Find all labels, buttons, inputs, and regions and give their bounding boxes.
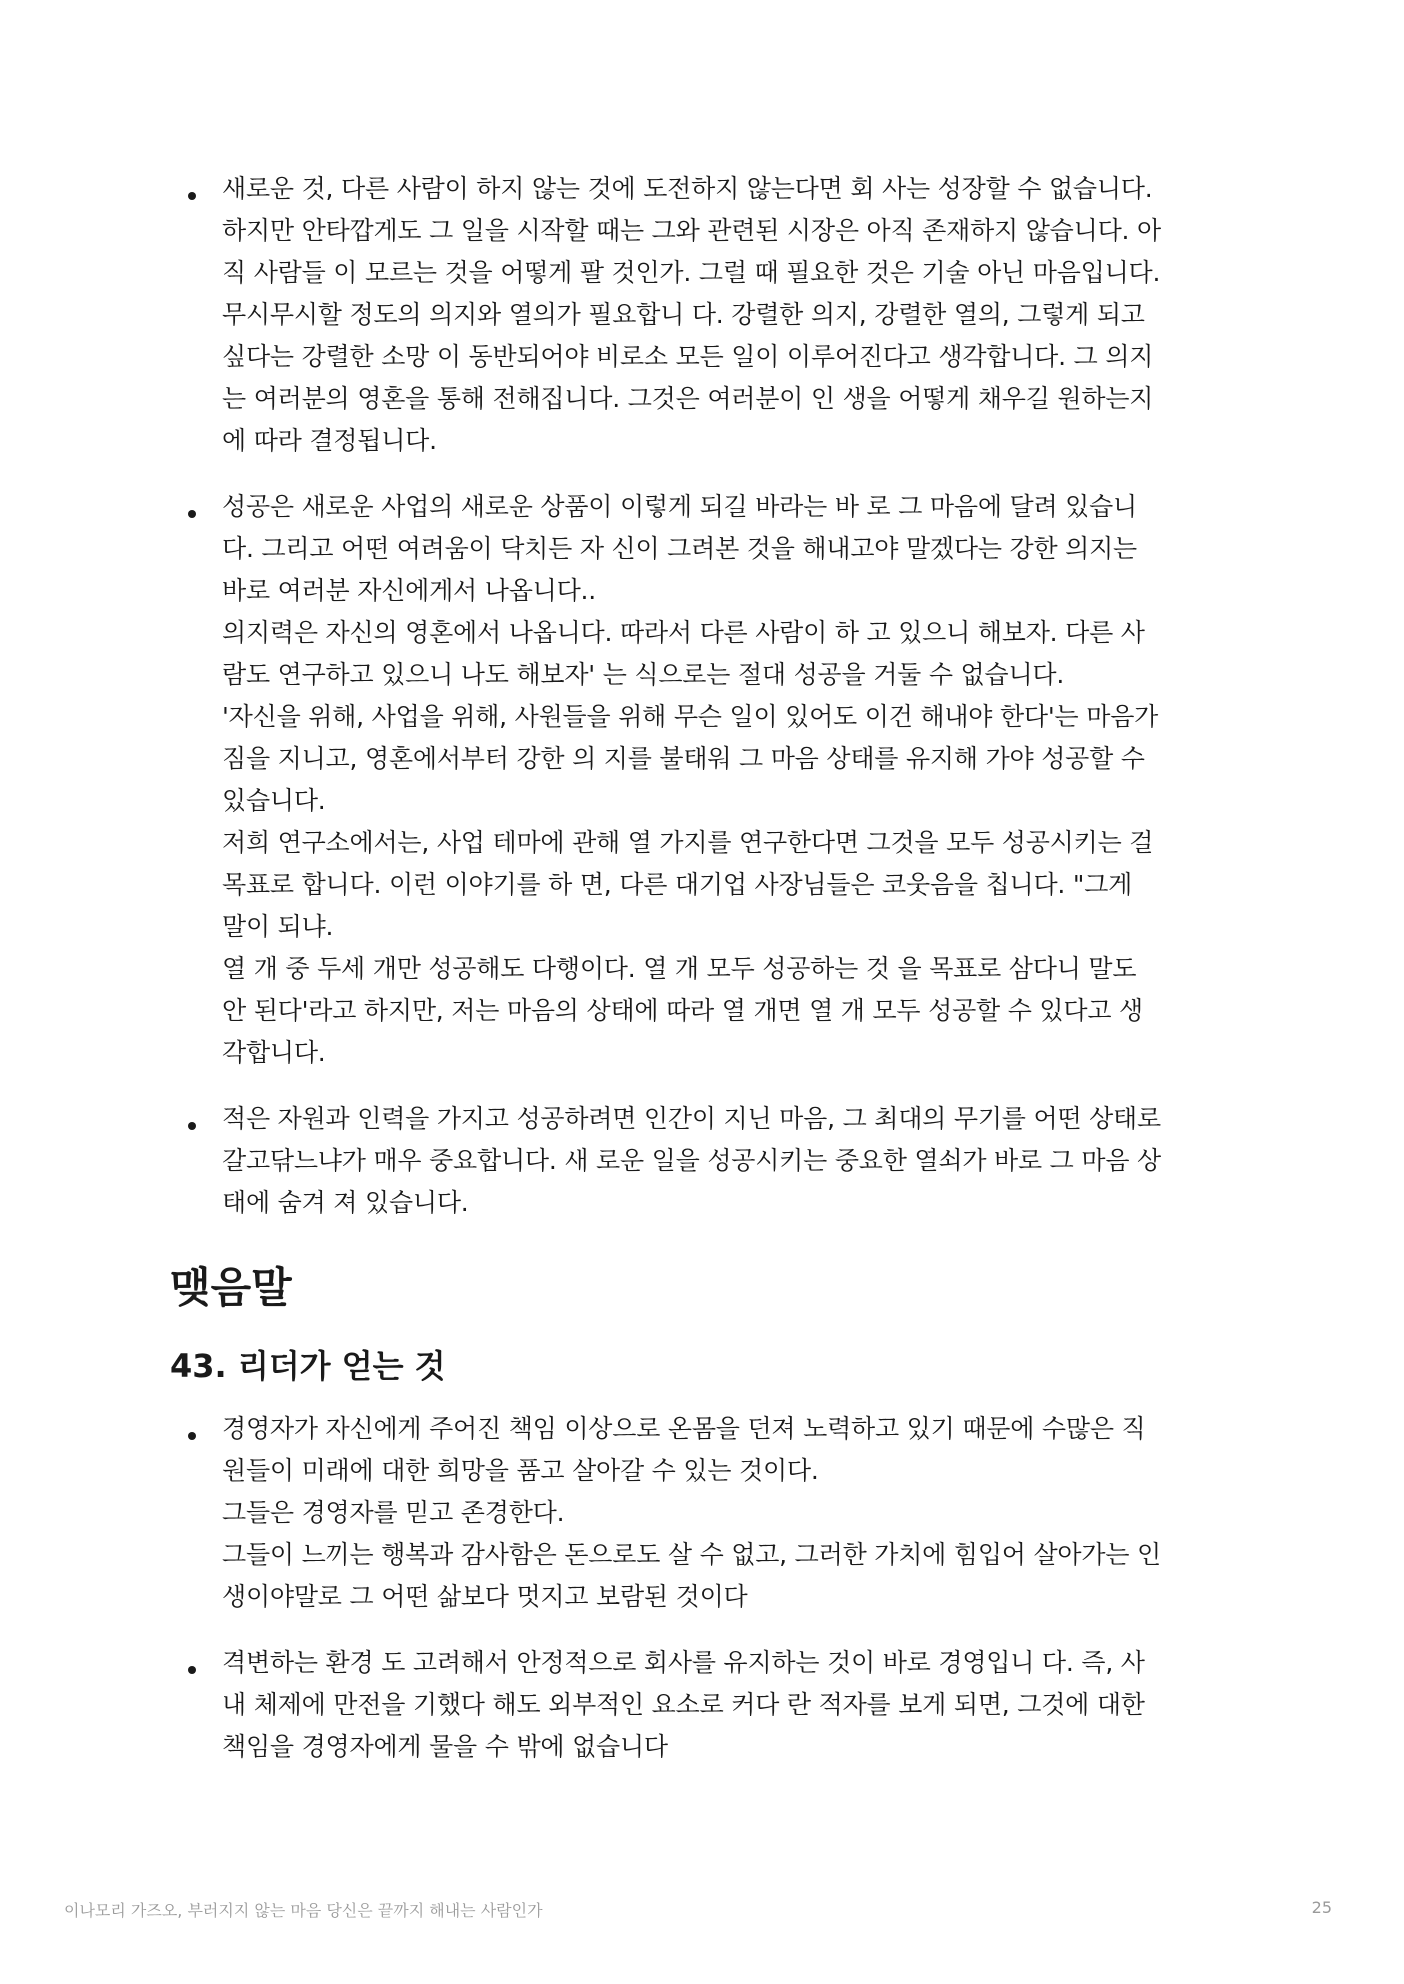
text-line: 새로운 것, 다른 사람이 하지 않는 것에 도전하지 않는다면 회 사는 성장할 수 없습니다. [222, 174, 1153, 203]
text-line: 목표로 합니다. 이런 이야기를 하 면, 다른 대기업 사장님들은 코웃음을 칩니다. "그게 [222, 870, 1133, 899]
text-line: 각합니다. [222, 1038, 326, 1067]
text-line: 에 따라 결정됩니다. [222, 426, 437, 455]
text-line: 안 된다'라고 하지만, 저는 마음의 상태에 따라 열 개면 열 개 모두 성공할 수 있다고 생 [222, 996, 1143, 1025]
text-line: 그들은 경영자를 믿고 존경한다. [222, 1498, 565, 1527]
text-line: 싶다는 강렬한 소망 이 동반되어야 비로소 모든 일이 이루어진다고 생각합니다. 그 의지 [222, 342, 1154, 371]
text-line: 람도 연구하고 있으니 나도 해보자' 는 식으로는 절대 성공을 거둘 수 없습니다. [222, 660, 1065, 689]
text-line: 책임을 경영자에게 물을 수 밖에 없습니다 [222, 1732, 668, 1761]
text-line: 격변하는 환경 도 고려해서 안정적으로 회사를 유지하는 것이 바로 경영입니 다. 즉, 사 [222, 1648, 1145, 1677]
text-line: 내 체제에 만전을 기했다 해도 외부적인 요소로 커다 란 적자를 보게 되면, 그것에 대한 [222, 1690, 1145, 1719]
text-line: 하지만 안타깝게도 그 일을 시작할 때는 그와 관련된 시장은 아직 존재하지 않습니다. 아 [222, 216, 1161, 245]
text-line: 말이 되냐. [222, 912, 334, 941]
text-line: '자신을 위해, 사업을 위해, 사원들을 위해 무슨 일이 있어도 이건 해내야 한다'는 마음가 [222, 702, 1159, 731]
footer-book-title: 이나모리 가즈오, 부러지지 않는 마음 당신은 끝까지 해내는 사람인가 [64, 1901, 543, 1920]
text-line: 무시무시할 정도의 의지와 열의가 필요합니 다. 강렬한 의지, 강렬한 열의, 그렇게 되고 [222, 300, 1145, 329]
text-line: 생이야말로 그 어떤 삶보다 멋지고 보람된 것이다 [222, 1582, 748, 1611]
list-item [170, 168, 1250, 462]
text-line: 원들이 미래에 대한 희망을 품고 살아갈 수 있는 것이다. [222, 1456, 819, 1485]
text-line: 성공은 새로운 사업의 새로운 상품이 이렇게 되길 바라는 바 로 그 마음에 달려 있습니 [222, 492, 1138, 521]
text-line: 직 사람들 이 모르는 것을 어떻게 팔 것인가. 그럴 때 필요한 것은 기술 아닌 마음입니다. [222, 258, 1161, 287]
text-line: 적은 자원과 인력을 가지고 성공하려면 인간이 지닌 마음, 그 최대의 무기를 어떤 상태로 [222, 1104, 1161, 1133]
text-line: 열 개 중 두세 개만 성공해도 다행이다. 열 개 모두 성공하는 것 을 목표로 삼다니 말도 [222, 954, 1137, 983]
text-line: 태에 숨겨 져 있습니다. [222, 1188, 469, 1217]
text-line: 바로 여러분 자신에게서 나옵니다.. [222, 576, 597, 605]
list-item [170, 1642, 1250, 1768]
text-line: 갈고닦느냐가 매우 중요합니다. 새 로운 일을 성공시키는 중요한 열쇠가 바로 그 마음 상 [222, 1146, 1161, 1175]
text-line: 그들이 느끼는 행복과 감사함은 돈으로도 살 수 없고, 그러한 가치에 힘입어 살아가는 인 [222, 1540, 1161, 1569]
text-line: 경영자가 자신에게 주어진 책임 이상으로 온몸을 던져 노력하고 있기 때문에 수많은 직 [222, 1414, 1146, 1443]
text-line: 는 여러분의 영혼을 통해 전해집니다. 그것은 여러분이 인 생을 어떻게 채우길 원하는지 [222, 384, 1154, 413]
section-heading: 맺음말 [170, 1263, 292, 1312]
text-line: 짐을 지니고, 영혼에서부터 강한 의 지를 불태워 그 마음 상태를 유지해 가야 성공할 수 [222, 744, 1145, 773]
page-number: 25 [1311, 1898, 1332, 1917]
bullet-list-1 [170, 168, 1250, 1224]
text-line: 있습니다. [222, 786, 326, 815]
text-line: 의지력은 자신의 영혼에서 나옵니다. 따라서 다른 사람이 하 고 있으니 해보자. 다른 사 [222, 618, 1145, 647]
text-line: 다. 그리고 어떤 여려움이 닥치든 자 신이 그려본 것을 해내고야 말겠다는 강한 의지는 [222, 534, 1138, 563]
bullet-list-2 [170, 1408, 1250, 1768]
text-line: 저희 연구소에서는, 사업 테마에 관해 열 가지를 연구한다면 그것을 모두 성공시키는 걸 [222, 828, 1154, 857]
list-item [170, 1098, 1250, 1224]
chapter-title: 43. 리더가 얻는 것 [170, 1347, 446, 1385]
page-content [170, 168, 1250, 1792]
list-item [170, 1408, 1250, 1618]
list-item [170, 486, 1250, 1074]
